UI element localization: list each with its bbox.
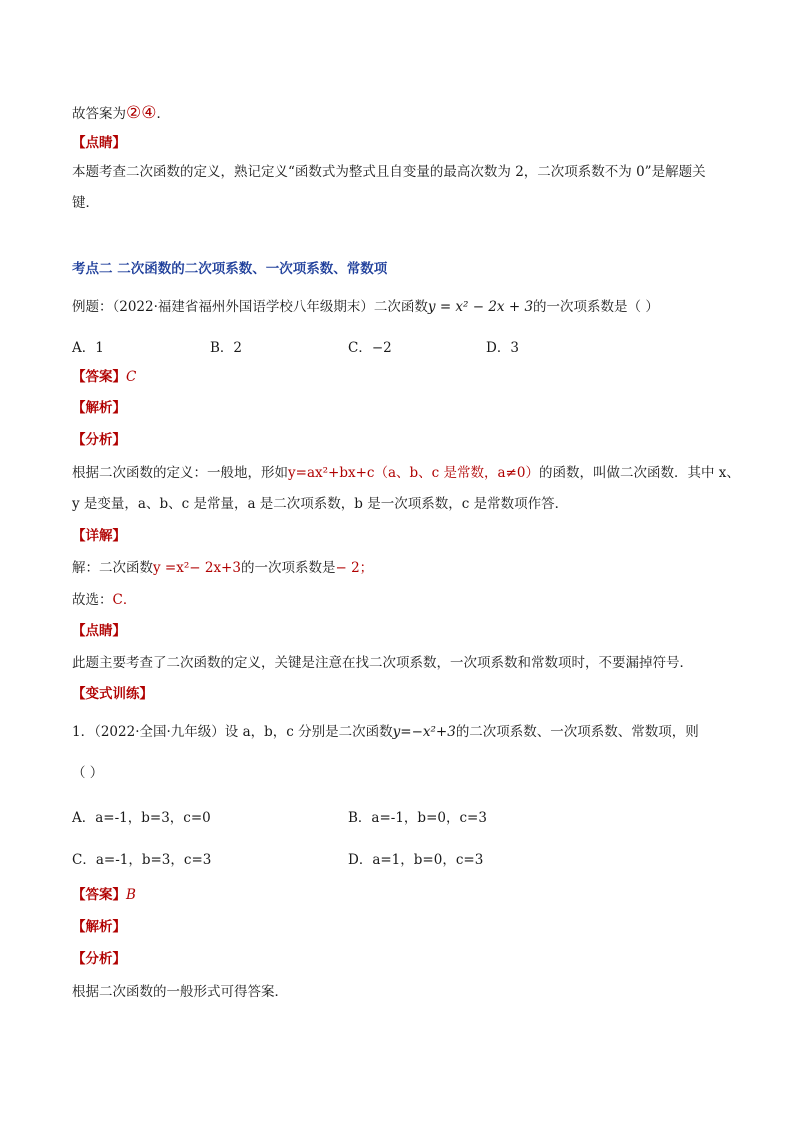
training-option-a: A．a=-1，b=3，c=0	[72, 810, 211, 826]
detail-label: 【详解】	[72, 528, 126, 544]
analysis-line-2: y 是变量，a、b、c 是常量，a 是二次项系数，b 是一次项系数，c 是常数项作答．	[72, 496, 569, 512]
example-option-a: A．1	[72, 340, 104, 356]
training-explain-label: 【解析】	[72, 919, 126, 935]
example-answer: C	[126, 369, 137, 385]
example-pointer-label: 【点睛】	[72, 623, 126, 639]
training-analysis-label: 【分析】	[72, 951, 126, 967]
training-option-b: B．a=-1，b=0，c=3	[348, 810, 487, 826]
training-option-c: C．a=-1，b=3，c=3	[72, 852, 212, 868]
training-formula: y=−x²+3	[392, 724, 456, 740]
pointer-text: 本题考查二次函数的定义，熟记定义“函数式为整式且自变量的最高次数为 2，二次项系数不为 0”是解题关键．	[72, 164, 706, 211]
training-answer: B	[126, 887, 136, 903]
training-analysis-text: 根据二次函数的一般形式可得答案．	[72, 984, 288, 1000]
training-question-paren: （ ）	[72, 765, 104, 781]
example-answer-line: 【答案】C	[72, 369, 137, 385]
example-pointer-text: 此题主要考查了二次函数的定义，关键是注意在找二次项系数，一次项系数和常数项时，不要漏掉符号．	[72, 655, 693, 671]
answer-value: ②④	[126, 103, 157, 123]
example-question: 例题：（2022·福建省福州外国语学校八年级期末）二次函数y = x² − 2x + 3的一次项系数是（ ）	[72, 299, 659, 315]
training-answer-line: 【答案】B	[72, 887, 136, 903]
pointer-label: 【点睛】	[72, 135, 126, 151]
example-option-d: D．3	[486, 340, 519, 356]
training-option-d: D．a=1，b=0，c=3	[348, 852, 484, 868]
training-question-1: 1．（2022·全国·九年级）设 a，b，c 分别是二次函数y=−x²+3的二次项系数、一次项系数、常数项，则	[72, 724, 699, 740]
example-option-b: B．2	[210, 340, 243, 356]
explain-label: 【解析】	[72, 400, 126, 416]
previous-answer-line: 故答案为②④．	[72, 103, 170, 123]
analysis-label: 【分析】	[72, 432, 126, 448]
detail-line-2: 故选：C．	[72, 592, 137, 608]
detail-line-1: 解：二次函数y =x²− 2x+3的一次项系数是− 2；	[72, 560, 374, 576]
analysis-line-1: 根据二次函数的定义：一般地，形如y=ax²+bx+c（a、b、c 是常数，a≠0）的函数，叫做二次函数．其中 x、	[72, 465, 740, 481]
training-heading: 【变式训练】	[72, 686, 153, 702]
section-heading: 考点二 二次函数的二次项系数、一次项系数、常数项	[72, 261, 388, 277]
answer-prefix: 故答案为	[72, 106, 126, 122]
example-formula: y = x² − 2x + 3	[427, 299, 534, 315]
example-option-c: C．−2	[348, 340, 392, 356]
